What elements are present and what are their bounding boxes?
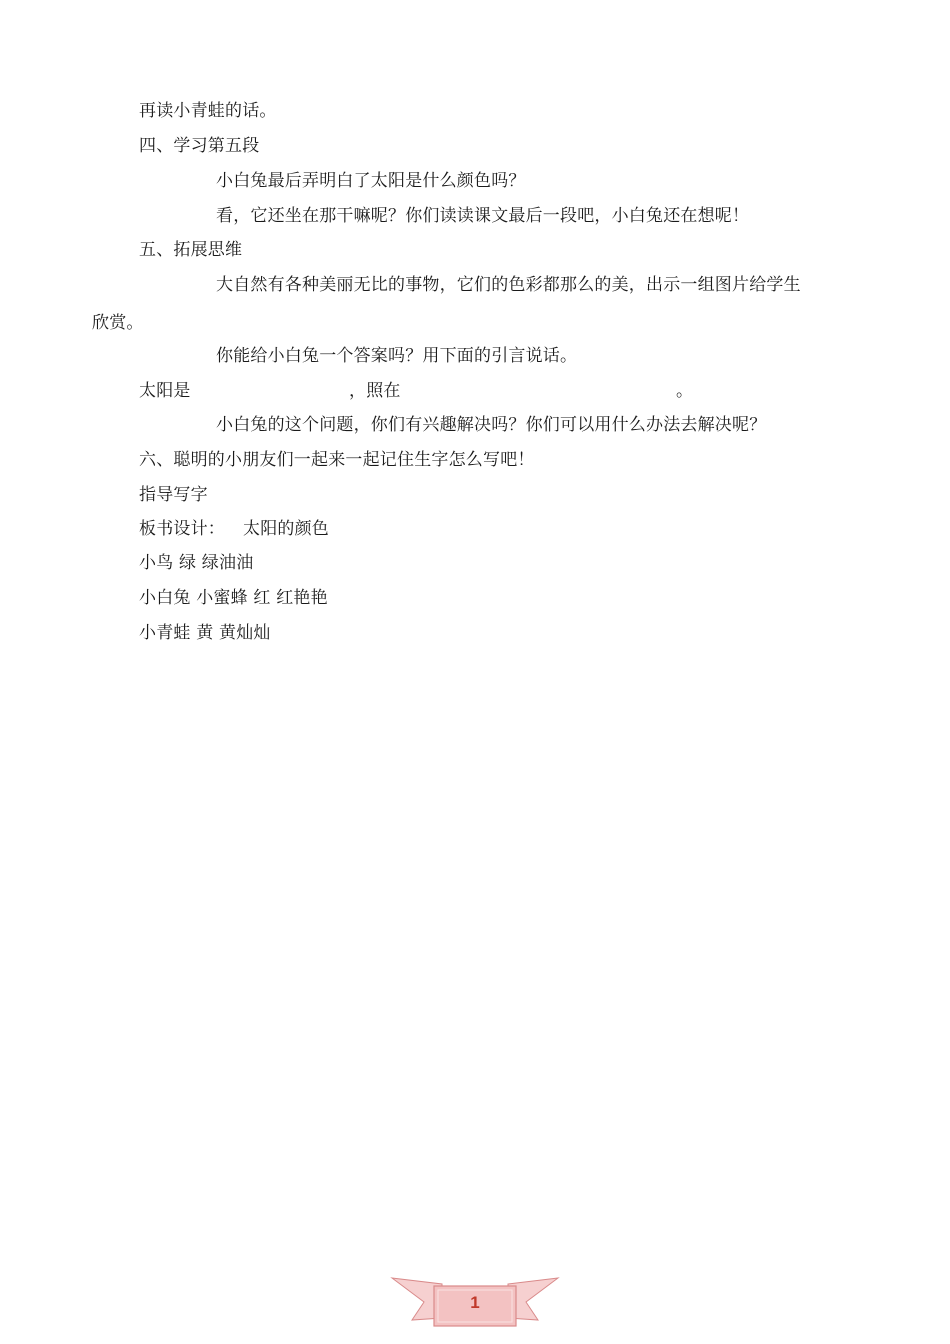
section-heading-5: 五、拓展思维 xyxy=(139,240,243,260)
section-heading-6: 六、聪明的小朋友们一起来一起记住生字怎么写吧！ xyxy=(139,450,535,470)
board-line-frog: 小青蛙 黄 黄灿灿 xyxy=(139,623,271,643)
text-line-solve-question: 小白兔的这个问题，你们有兴趣解决吗？你们可以用什么办法去解决呢？ xyxy=(216,415,767,435)
fill-blank-part-3: 。 xyxy=(676,381,694,401)
fill-blank-part-2: ，照在 xyxy=(349,381,401,401)
text-line-nature-cont: 欣赏。 xyxy=(92,313,144,333)
text-line-nature: 大自然有各种美丽无比的事物，它们的色彩都那么的美，出示一组图片给学生 xyxy=(216,275,801,295)
text-line-writing-guide: 指导写字 xyxy=(139,485,208,505)
board-design-label: 板书设计： xyxy=(139,519,225,539)
board-design-title: 太阳的颜色 xyxy=(243,519,329,539)
page-number: 1 xyxy=(470,1293,480,1312)
fill-blank-part-1: 太阳是 xyxy=(139,381,191,401)
text-line-read-last-paragraph: 看，它还坐在那干嘛呢？你们读读课文最后一段吧，小白兔还在想呢！ xyxy=(216,206,750,226)
section-heading-4: 四、学习第五段 xyxy=(139,136,260,156)
board-line-rabbit-bee: 小白兔 小蜜蜂 红 红艳艳 xyxy=(139,588,328,608)
text-line-question: 小白兔最后弄明白了太阳是什么颜色吗？ xyxy=(216,171,526,191)
board-line-bird: 小鸟 绿 绿油油 xyxy=(139,553,254,573)
text-line-answer-prompt: 你能给小白兔一个答案吗？用下面的引言说话。 xyxy=(216,346,578,366)
text-line-reread-frog: 再读小青蛙的话。 xyxy=(139,101,277,121)
